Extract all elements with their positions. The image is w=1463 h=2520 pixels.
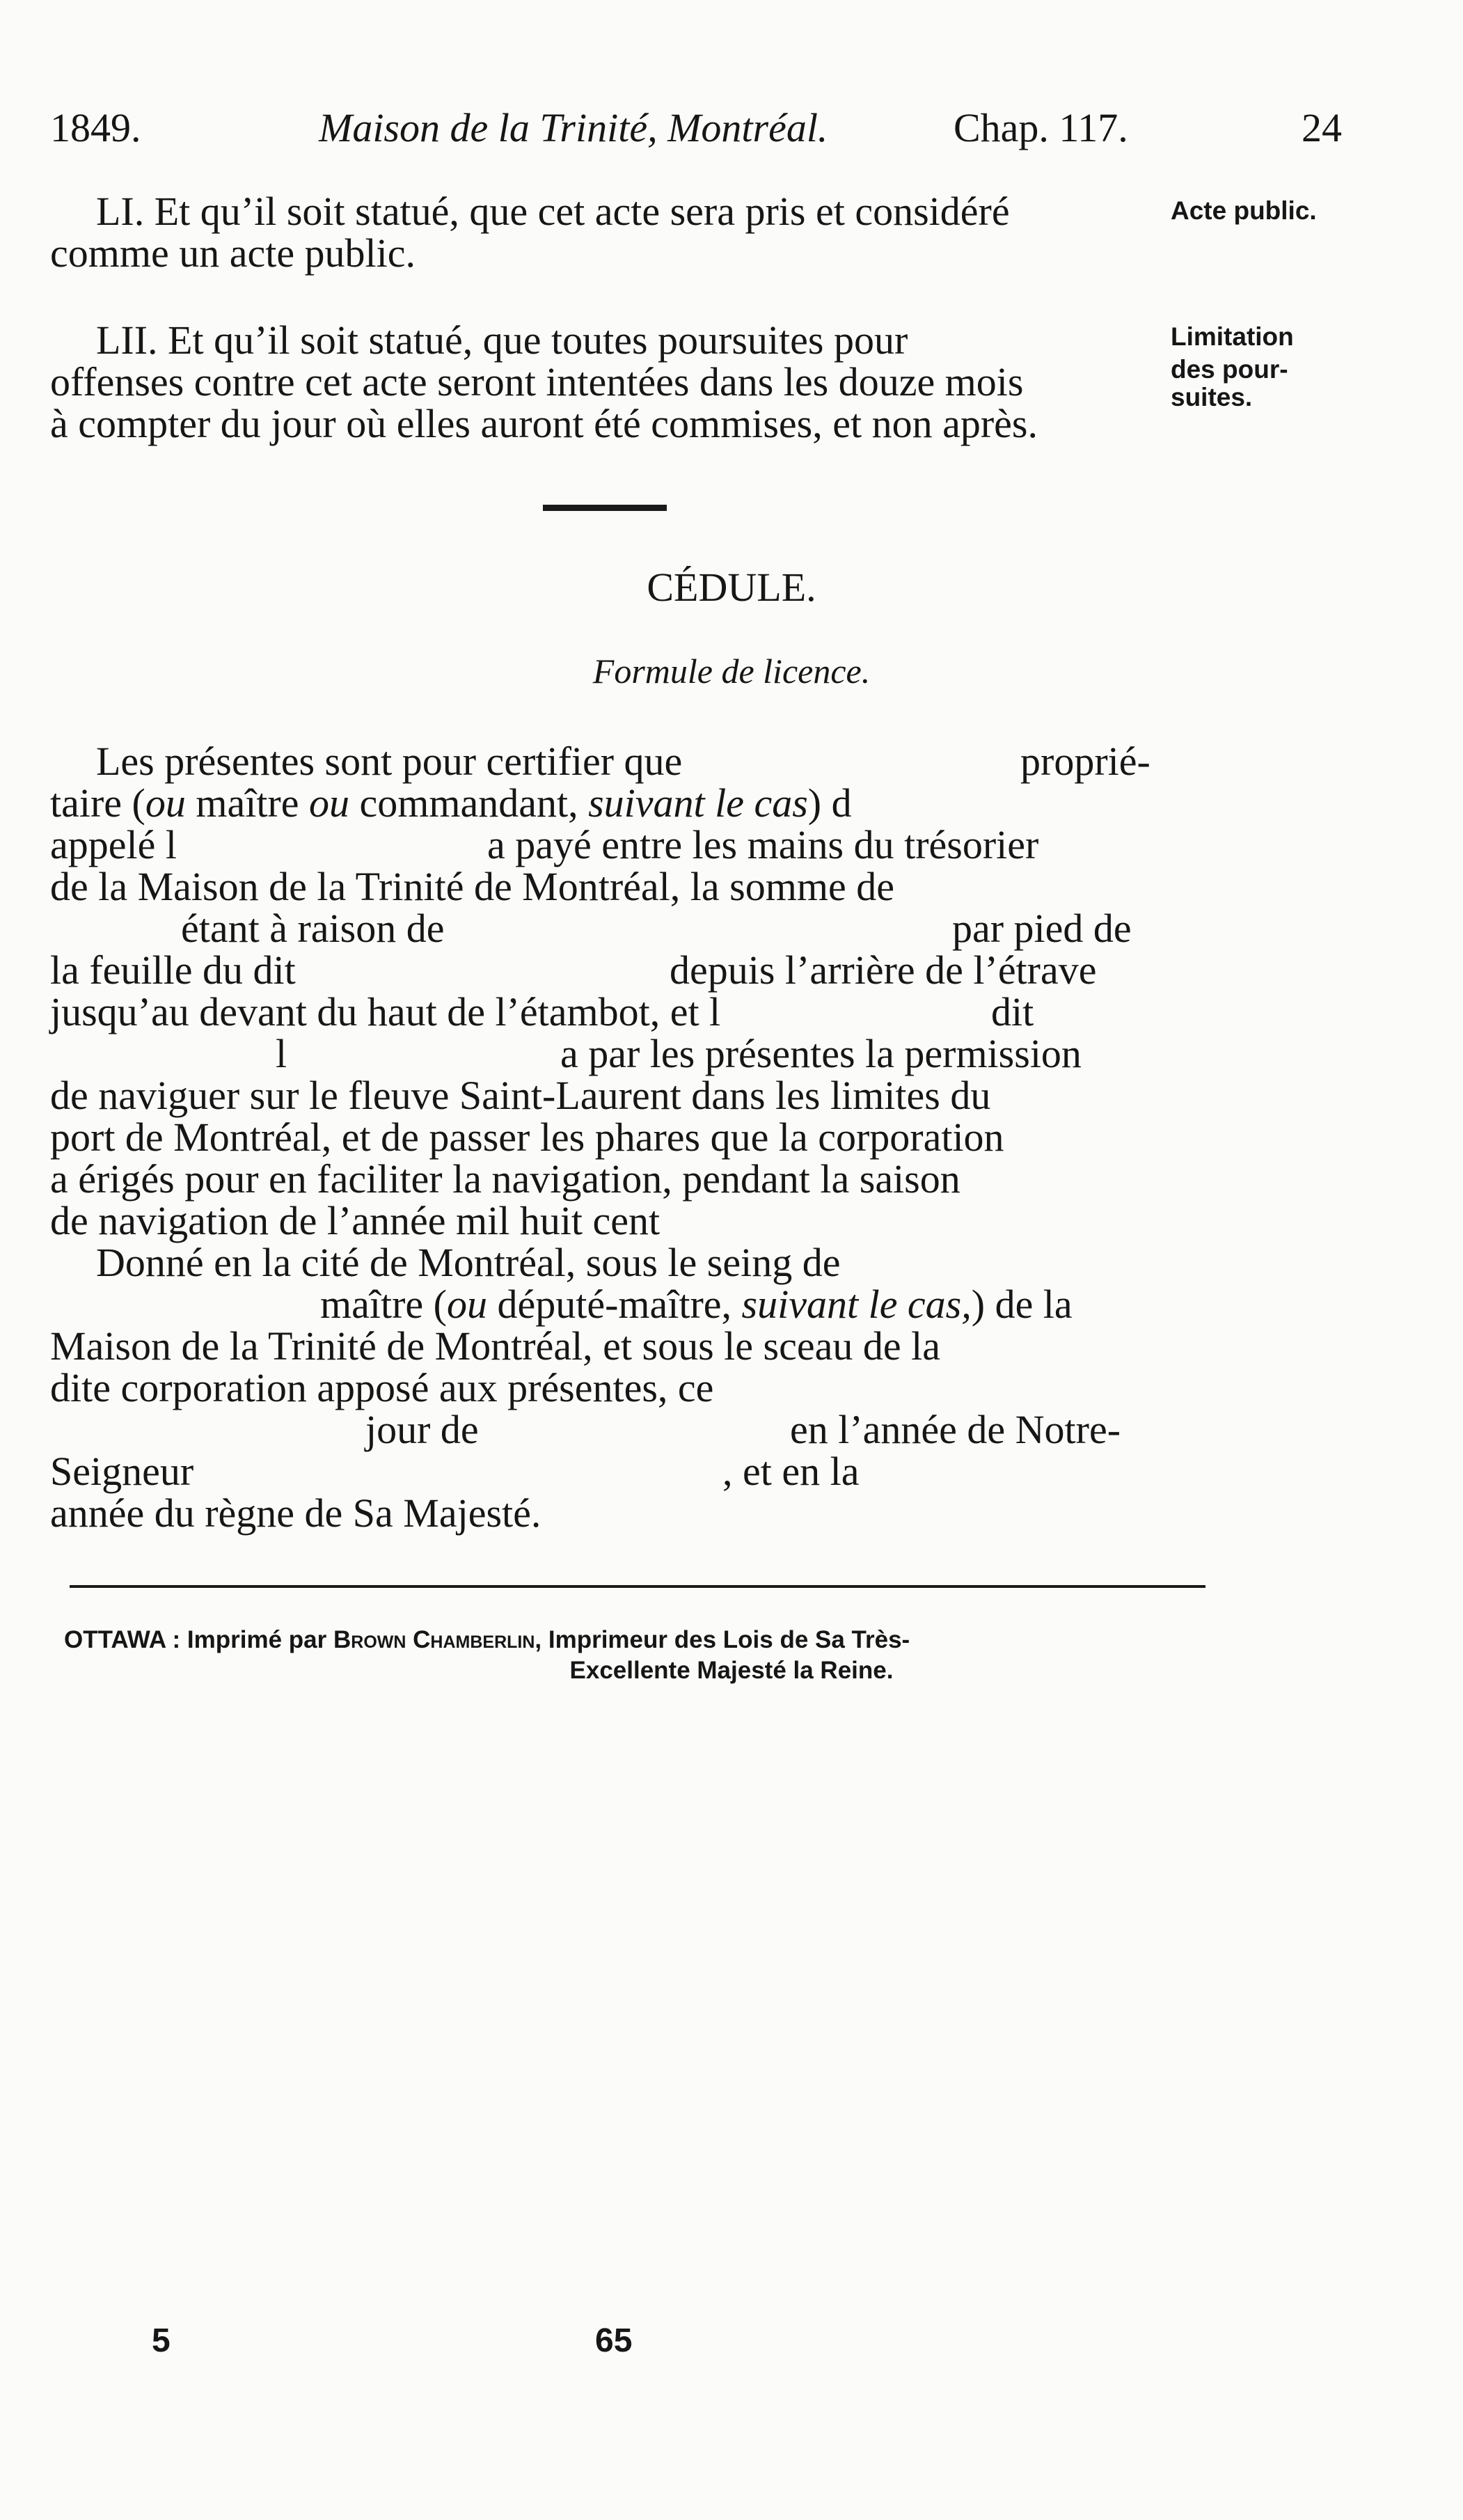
- form-line-5a: étant à raison de: [181, 906, 445, 951]
- header-year: 1849.: [50, 105, 141, 150]
- section-52-line-2: offenses contre cet acte seront intentées dans les douze mois: [50, 359, 1024, 404]
- header-title: Maison de la Trinité, Montréal.: [319, 105, 828, 150]
- form-line-15: Maison de la Trinité de Montréal, et sous le sceau de la: [50, 1323, 940, 1369]
- form-line-14: maître (ou député-maître, suivant le cas,) de la: [320, 1282, 1073, 1327]
- form-line-1b: proprié-: [1020, 739, 1150, 784]
- signature-mark: 5: [152, 2322, 171, 2359]
- form-line-8b: a par les présentes la permission: [560, 1031, 1082, 1076]
- margin-note-limitation-3: suites.: [1171, 383, 1253, 411]
- form-line-10: port de Montréal, et de passer les phares que la corporation: [50, 1115, 1004, 1160]
- form-line-9: de naviguer sur le fleuve Saint-Laurent dans les limites du: [50, 1073, 991, 1118]
- form-line-6b: depuis l’arrière de l’étrave: [670, 947, 1097, 993]
- form-line-16: dite corporation apposé aux présentes, ce: [50, 1365, 714, 1410]
- form-line-7a: jusqu’au devant du haut de l’étambot, et l: [50, 989, 721, 1034]
- margin-note-limitation-1: Limitation: [1171, 322, 1294, 351]
- header-page-number: 24: [1302, 105, 1342, 150]
- imprint-line-2: Excellente Majesté la Reine.: [569, 1657, 894, 1684]
- header-chapter: Chap. 117.: [954, 105, 1128, 150]
- imprint-rule: [70, 1585, 1205, 1588]
- form-line-12: de navigation de l’année mil huit cent: [50, 1198, 661, 1243]
- section-divider-rule: [543, 505, 667, 511]
- section-52-line-1: LII. Et qu’il soit statué, que toutes poursuites pour: [96, 317, 908, 363]
- form-line-19: année du règne de Sa Majesté.: [50, 1490, 541, 1536]
- form-line-17a: jour de: [365, 1407, 479, 1452]
- form-line-13: Donné en la cité de Montréal, sous le seing de: [96, 1240, 841, 1285]
- form-line-6a: la feuille du dit: [50, 947, 296, 993]
- margin-note-acte-public: Acte public.: [1171, 196, 1317, 225]
- schedule-subtitle: Formule de licence.: [592, 652, 871, 691]
- section-52-line-3: à compter du jour où elles auront été commises, et non après.: [50, 401, 1038, 446]
- form-line-7b: dit: [991, 989, 1034, 1034]
- form-line-3a: appelé l: [50, 822, 177, 867]
- form-line-2: taire (ou maître ou commandant, suivant le cas) d: [50, 780, 852, 826]
- form-line-18b: , et en la: [722, 1449, 860, 1494]
- form-line-3b: a payé entre les mains du trésorier: [487, 822, 1039, 867]
- form-line-4: de la Maison de la Trinité de Montréal, la somme de: [50, 864, 894, 909]
- form-line-18a: Seigneur: [50, 1449, 194, 1494]
- sheet-number: 65: [595, 2322, 633, 2359]
- form-line-8a: l: [276, 1031, 287, 1076]
- section-51-line-1: LI. Et qu’il soit statué, que cet acte sera pris et considéré: [96, 189, 1010, 234]
- form-line-5b: par pied de: [952, 906, 1132, 951]
- form-line-11: a érigés pour en faciliter la navigation, pendant la saison: [50, 1156, 960, 1202]
- imprint-line-1: OTTAWA : Imprimé par Brown Chamberlin, Imprimeur des Lois de Sa Très-: [64, 1626, 910, 1653]
- margin-note-limitation-2: des pour-: [1171, 355, 1288, 384]
- form-line-17b: en l’année de Notre-: [790, 1407, 1121, 1452]
- schedule-title: CÉDULE.: [647, 565, 816, 610]
- form-line-1a: Les présentes sont pour certifier que: [96, 739, 683, 784]
- section-51-line-2: comme un acte public.: [50, 230, 416, 276]
